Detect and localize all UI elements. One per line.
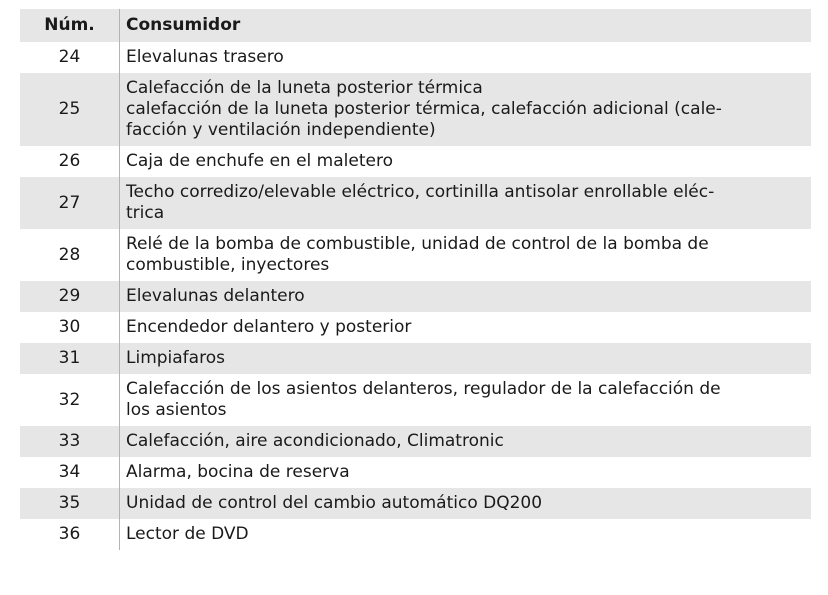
table-row [20,426,811,457]
table-row [20,488,811,519]
consumer-text-line: Relé de la bomba de combustible, unidad de control de la bomba de [126,234,709,254]
row-consumer [120,73,811,146]
consumer-text-line: Elevalunas delantero [126,286,305,306]
consumer-text-line: facción y ventilación independiente) [126,120,436,140]
table-row [20,519,811,550]
consumer-text-line: Unidad de control del cambio automático DQ200 [126,493,543,513]
row-consumer [120,281,811,312]
table-body [20,42,811,550]
consumer-text-line: trica [126,203,165,223]
table-row [20,146,811,177]
consumer-text-line: Calefacción, aire acondicionado, Climatronic [126,431,504,451]
row-consumer [120,426,811,457]
table-row [20,281,811,312]
header-num: Núm. [20,9,120,42]
row-consumer [120,42,811,73]
consumer-text-line: Limpiafaros [126,348,225,368]
table-header [20,9,811,42]
table-row [20,229,811,281]
consumer-text-line: Calefacción de la luneta posterior térmica [126,78,483,98]
consumer-text-line: combustible, inyectores [126,255,330,275]
fuse-consumer-table [20,9,811,550]
table-row [20,343,811,374]
table-row [20,374,811,426]
row-number: 26 [20,146,120,177]
consumer-text-line: Encendedor delantero y posterior [126,317,412,337]
row-consumer [120,519,811,550]
row-number: 25 [20,73,120,146]
row-consumer [120,312,811,343]
row-number: 31 [20,343,120,374]
header-consumer: Consumidor [126,15,241,35]
row-consumer [120,177,811,229]
row-consumer [120,488,811,519]
table-row [20,42,811,73]
consumer-text-line: Elevalunas trasero [126,47,284,67]
row-consumer [120,146,811,177]
row-number: 34 [20,457,120,488]
table-row [20,73,811,146]
table-row [20,312,811,343]
row-number: 35 [20,488,120,519]
consumer-text-line: Techo corredizo/elevable eléctrico, cortinilla antisolar enrollable eléc- [126,182,715,202]
row-number: 36 [20,519,120,550]
row-consumer [120,229,811,281]
row-number: 24 [20,42,120,73]
row-number: 27 [20,177,120,229]
consumer-text-line: Lector de DVD [126,524,249,544]
row-number: 30 [20,312,120,343]
row-number: 33 [20,426,120,457]
consumer-text-line: los asientos [126,400,227,420]
row-number: 29 [20,281,120,312]
row-consumer [120,457,811,488]
row-number: 28 [20,229,120,281]
consumer-text-line: calefacción de la luneta posterior térmica, calefacción adicional (cale- [126,99,722,119]
row-consumer [120,374,811,426]
table-row [20,457,811,488]
row-number: 32 [20,374,120,426]
table-row [20,177,811,229]
consumer-text-line: Alarma, bocina de reserva [126,462,350,482]
row-consumer [120,343,811,374]
consumer-text-line: Calefacción de los asientos delanteros, regulador de la calefacción de [126,379,721,399]
consumer-text-line: Caja de enchufe en el maletero [126,151,393,171]
